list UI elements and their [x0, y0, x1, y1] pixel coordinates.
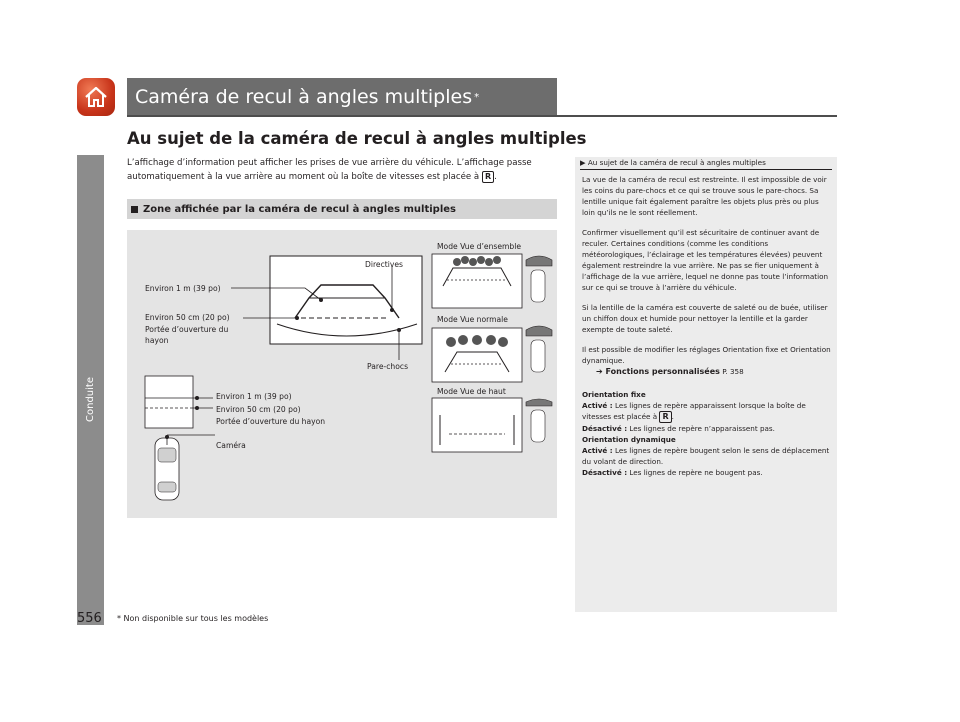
page-number: 556: [77, 611, 102, 626]
square-bullet-icon: [131, 206, 138, 213]
sidebar-p3: Si la lentille de la caméra est couverte de saleté ou de buée, utiliser un chiffon doux et humide pour nettoyer la lentille et la garder exempte de toute saleté.: [582, 303, 828, 334]
top-screen: [432, 398, 522, 452]
label-50cm: Environ 50 cm (20 po): [145, 313, 230, 322]
ref-label: Fonctions personnalisées: [605, 367, 720, 376]
car-topview: [155, 438, 179, 500]
sidebar-heading: [580, 158, 832, 170]
subsection-bar: [127, 199, 557, 219]
dyn-off-text: Les lignes de repère ne bougent pas.: [629, 468, 763, 477]
intro-end: .: [494, 172, 497, 182]
sidebar-body: La vue de la caméra de recul est restreinte. Il est impossible de voir les coins du pare-chocs et ce qui se trouve sous le pare-chocs. Sa lentille unique fait également paraître les objets plus près ou plus loin qu’ils ne le sont réellement. Confirmer visuellement qu’il est sécuritaire de continuer avant de reculer. Certaines conditions (comme les conditions météorologiques, l’éclairage et les températures élevées) peuvent également restreindre la vue arrière. Ne pas se fier uniquement à l’affichage de la vue arrière, lequel ne donne pas toute l’information sur ce qui se trouve à l’arrière du véhicule. Si la lentille de la caméra est couverte de saleté ou de buée, utiliser un chiffon doux et humide pour nettoyer la lentille et la garder exempte de toute saleté. Il est possible de modifier les réglages Orientation fixe et Orientation dynamique. ➔ Fonctions personnalisées P. 358 Orientation fixe Activé : Les lignes de repère apparaissent lorsque la boîte de vitesses est placée à R . Désactivé : Les lignes de repère n’apparaissent pas. Orientation dynamique Activé : Les lignes de repère bougent selon le sens de déplacement du volant de direction. Désactivé : Les lignes de repère ne bougent pas.: [582, 175, 831, 477]
label-mode-wide: Mode Vue d’ensemble: [437, 242, 522, 251]
dyn-title: Orientation dynamique: [582, 435, 676, 444]
fixe-on-text: Les lignes de repère apparaissent lorsque la boîte de vitesses est placée à: [582, 401, 806, 421]
diagram-graphic: [127, 230, 557, 518]
page-title: [127, 78, 557, 116]
sidebar-heading-text: Au sujet de la caméra de recul à angles multiples: [587, 158, 766, 167]
title-rule: [127, 115, 837, 117]
label-mode-top: Mode Vue de haut: [437, 387, 506, 396]
dyn-on-label: Activé :: [582, 446, 613, 455]
label-hatch-2: hayon: [145, 336, 169, 345]
intro-line1: L’affichage d’information peut afficher les prises de vue arrière du véhicule. L’affichage passe: [127, 158, 532, 168]
label-hatch-b: Portée d’ouverture du hayon: [216, 417, 326, 426]
ref-page: P. 358: [722, 367, 744, 376]
cross-ref-link[interactable]: [596, 367, 720, 376]
fixe-off-label: Désactivé :: [582, 424, 628, 433]
subsection-title: Zone affichée par la caméra de recul à angles multiples: [143, 203, 456, 215]
home-icon: [77, 78, 115, 116]
label-mode-normal: Mode Vue normale: [437, 315, 508, 324]
sidebar-p1: La vue de la caméra de recul est restreinte. Il est impossible de voir les coins du pare-chocs et ce qui se trouve sous le pare-chocs. Sa lentille unique fait également paraître les objets plus près ou plus loin qu’ils ne le sont réellement.: [582, 175, 827, 217]
camera-diagram: [127, 230, 557, 518]
label-hatch: Portée d’ouverture du: [145, 325, 229, 334]
car-icons: [526, 256, 552, 442]
title-asterisk: *: [474, 91, 480, 103]
sidebar-p2: Confirmer visuellement qu’il est sécuritaire de continuer avant de reculer. Certaines conditions (comme les conditions météorologiques, l’éclairage et les températures élevées) peuvent également restreindre la vue arrière. Ne pas se fier uniquement à l’affichage de la vue arrière, lequel ne donne pas toute l’information sur ce qui se trouve à l’arrière du véhicule.: [582, 228, 829, 292]
ref-arrow-icon: ➔: [596, 367, 606, 376]
sidebar-p4: Il est possible de modifier les réglages Orientation fixe et Orientation dynamique.: [582, 345, 831, 365]
footnote: * Non disponible sur tous les modèles: [117, 614, 269, 623]
home-button[interactable]: [77, 78, 115, 116]
reverse-key: R: [482, 171, 494, 183]
fixe-off-text: Les lignes de repère n’apparaissent pas.: [629, 424, 775, 433]
note-arrow-icon: ▶: [580, 158, 586, 167]
label-50cm-b: Environ 50 cm (20 po): [216, 405, 301, 414]
label-1m: Environ 1 m (39 po): [145, 284, 221, 293]
fixe-title: Orientation fixe: [582, 390, 646, 399]
label-1m-b: Environ 1 m (39 po): [216, 392, 292, 401]
label-directives: Directives: [365, 260, 403, 269]
intro-line2: automatiquement à la vue arrière au moment où la boîte de vitesses est placée à: [127, 172, 480, 182]
fixe-on-label: Activé :: [582, 401, 613, 410]
section-heading: Au sujet de la caméra de recul à angles multiples: [127, 129, 587, 148]
dyn-on-text: Les lignes de repère bougent selon le sens de déplacement du volant de direction.: [582, 446, 830, 466]
dyn-off-label: Désactivé :: [582, 468, 628, 477]
intro-text: [127, 156, 562, 184]
title-text: Caméra de recul à angles multiples: [135, 86, 473, 108]
label-bumper: Pare-chocs: [367, 362, 409, 371]
section-tab[interactable]: Conduite: [85, 377, 96, 423]
label-camera: Caméra: [216, 441, 246, 450]
fixe-reverse-key: R: [659, 411, 671, 423]
range-box: [145, 376, 193, 428]
